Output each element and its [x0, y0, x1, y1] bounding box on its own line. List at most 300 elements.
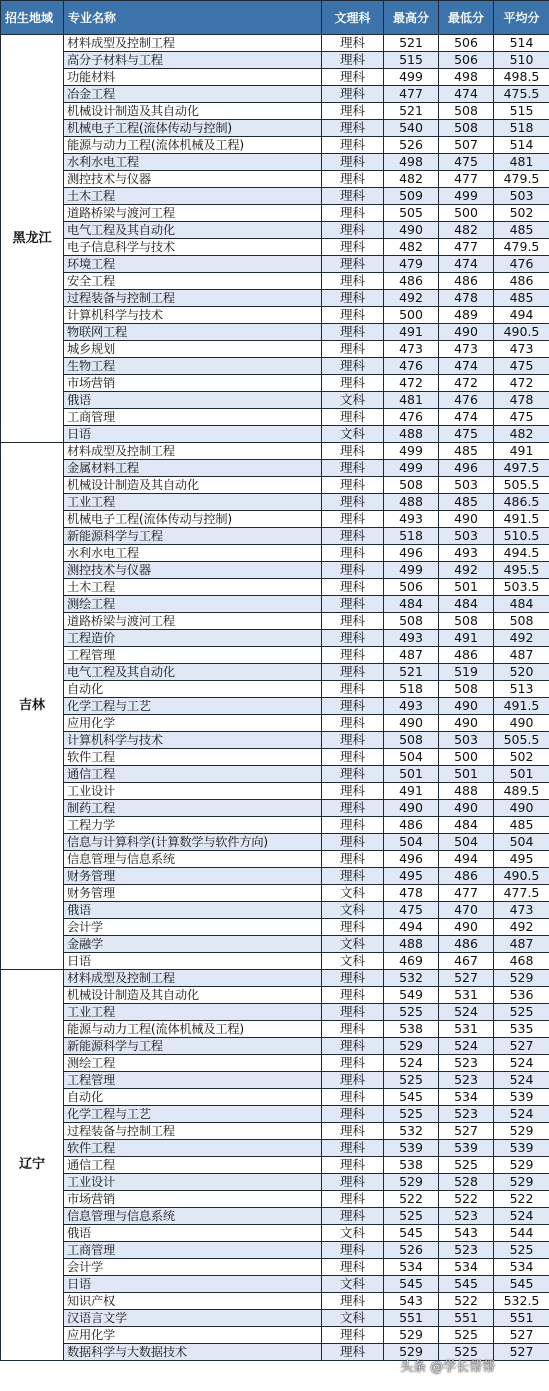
- max-score-cell: 543: [384, 1293, 439, 1310]
- avg-score-cell: 527: [494, 1038, 549, 1055]
- max-score-cell: 499: [384, 69, 439, 86]
- max-score-cell: 539: [384, 1140, 439, 1157]
- min-score-cell: 498: [439, 69, 494, 86]
- table-row: [1, 443, 549, 460]
- max-score-cell: 482: [384, 171, 439, 188]
- table-body: [1, 35, 549, 1361]
- table-row: [1, 545, 549, 562]
- major-name-cell: 电子信息科学与技术: [64, 239, 322, 256]
- avg-score-cell: 514: [494, 35, 549, 52]
- max-score-cell: 525: [384, 1004, 439, 1021]
- max-score-cell: 529: [384, 1327, 439, 1344]
- table-row: [1, 1089, 549, 1106]
- max-score-cell: 526: [384, 137, 439, 154]
- max-score-cell: 538: [384, 1021, 439, 1038]
- category-cell: 理科: [322, 1208, 384, 1225]
- category-cell: 文科: [322, 426, 384, 443]
- table-row: [1, 902, 549, 919]
- avg-score-cell: 490.5: [494, 324, 549, 341]
- max-score-cell: 515: [384, 52, 439, 69]
- max-score-cell: 521: [384, 664, 439, 681]
- avg-score-cell: 529: [494, 1174, 549, 1191]
- min-score-cell: 493: [439, 545, 494, 562]
- major-name-cell: 俄语: [64, 902, 322, 919]
- avg-score-cell: 524: [494, 1106, 549, 1123]
- major-name-cell: 日语: [64, 1276, 322, 1293]
- category-cell: 理科: [322, 52, 384, 69]
- min-score-cell: 485: [439, 443, 494, 460]
- category-cell: 理科: [322, 647, 384, 664]
- max-score-cell: 495: [384, 868, 439, 885]
- avg-score-cell: 513: [494, 681, 549, 698]
- major-name-cell: 会计学: [64, 919, 322, 936]
- major-name-cell: 环境工程: [64, 256, 322, 273]
- category-cell: 理科: [322, 800, 384, 817]
- category-cell: 理科: [322, 1004, 384, 1021]
- min-score-cell: 531: [439, 1021, 494, 1038]
- category-cell: 理科: [322, 273, 384, 290]
- avg-score-cell: 490: [494, 715, 549, 732]
- major-name-cell: 俄语: [64, 1225, 322, 1242]
- major-name-cell: 测绘工程: [64, 1055, 322, 1072]
- max-score-cell: 469: [384, 953, 439, 970]
- major-name-cell: 材料成型及控制工程: [64, 35, 322, 52]
- major-name-cell: 信息管理与信息系统: [64, 1208, 322, 1225]
- min-score-cell: 486: [439, 936, 494, 953]
- avg-score-cell: 510.5: [494, 528, 549, 545]
- category-cell: 理科: [322, 545, 384, 562]
- table-row: [1, 1038, 549, 1055]
- table-row: [1, 188, 549, 205]
- category-cell: 理科: [322, 477, 384, 494]
- major-name-cell: 机械设计制造及其自动化: [64, 987, 322, 1004]
- table-row: [1, 52, 549, 69]
- category-cell: 理科: [322, 103, 384, 120]
- max-score-cell: 532: [384, 1123, 439, 1140]
- max-score-cell: 504: [384, 749, 439, 766]
- min-score-cell: 503: [439, 528, 494, 545]
- category-cell: 理科: [322, 613, 384, 630]
- major-name-cell: 过程装备与控制工程: [64, 290, 322, 307]
- min-score-cell: 523: [439, 1242, 494, 1259]
- major-name-cell: 电气工程及其自动化: [64, 664, 322, 681]
- min-score-cell: 524: [439, 1038, 494, 1055]
- category-cell: 文科: [322, 1225, 384, 1242]
- table-row: [1, 1191, 549, 1208]
- min-score-cell: 506: [439, 52, 494, 69]
- min-score-cell: 503: [439, 477, 494, 494]
- min-score-cell: 519: [439, 664, 494, 681]
- max-score-cell: 508: [384, 477, 439, 494]
- table-row: [1, 426, 549, 443]
- min-score-cell: 486: [439, 868, 494, 885]
- max-score-cell: 493: [384, 698, 439, 715]
- avg-score-cell: 498.5: [494, 69, 549, 86]
- major-name-cell: 自动化: [64, 1089, 322, 1106]
- min-score-cell: 503: [439, 732, 494, 749]
- category-cell: 理科: [322, 188, 384, 205]
- major-name-cell: 日语: [64, 953, 322, 970]
- min-score-cell: 506: [439, 35, 494, 52]
- min-score-cell: 531: [439, 987, 494, 1004]
- avg-score-cell: 491.5: [494, 511, 549, 528]
- category-cell: 理科: [322, 35, 384, 52]
- header-min-score: 最低分: [439, 1, 494, 35]
- major-name-cell: 能源与动力工程(流体机械及工程): [64, 1021, 322, 1038]
- avg-score-cell: 472: [494, 375, 549, 392]
- max-score-cell: 518: [384, 528, 439, 545]
- category-cell: 理科: [322, 324, 384, 341]
- avg-score-cell: 501: [494, 766, 549, 783]
- category-cell: 理科: [322, 817, 384, 834]
- avg-score-cell: 525: [494, 1004, 549, 1021]
- category-cell: 理科: [322, 1157, 384, 1174]
- avg-score-cell: 502: [494, 749, 549, 766]
- min-score-cell: 484: [439, 817, 494, 834]
- max-score-cell: 473: [384, 341, 439, 358]
- category-cell: 理科: [322, 970, 384, 987]
- avg-score-cell: 504: [494, 834, 549, 851]
- max-score-cell: 488: [384, 936, 439, 953]
- max-score-cell: 496: [384, 851, 439, 868]
- table-row: [1, 273, 549, 290]
- major-name-cell: 材料成型及控制工程: [64, 443, 322, 460]
- region-cell: 吉林: [1, 443, 64, 970]
- major-name-cell: 日语: [64, 426, 322, 443]
- major-name-cell: 水利水电工程: [64, 545, 322, 562]
- table-row: [1, 936, 549, 953]
- avg-score-cell: 495: [494, 851, 549, 868]
- major-name-cell: 道路桥梁与渡河工程: [64, 205, 322, 222]
- header-region: 招生地域: [1, 1, 64, 35]
- min-score-cell: 477: [439, 239, 494, 256]
- max-score-cell: 549: [384, 987, 439, 1004]
- table-row: [1, 970, 549, 987]
- category-cell: 理科: [322, 1191, 384, 1208]
- major-name-cell: 计算机科学与技术: [64, 732, 322, 749]
- max-score-cell: 504: [384, 834, 439, 851]
- major-name-cell: 过程装备与控制工程: [64, 1123, 322, 1140]
- table-row: [1, 86, 549, 103]
- major-name-cell: 自动化: [64, 681, 322, 698]
- table-row: [1, 477, 549, 494]
- min-score-cell: 501: [439, 766, 494, 783]
- category-cell: 文科: [322, 1310, 384, 1327]
- major-name-cell: 工业工程: [64, 494, 322, 511]
- avg-score-cell: 490.5: [494, 868, 549, 885]
- max-score-cell: 525: [384, 1106, 439, 1123]
- max-score-cell: 482: [384, 239, 439, 256]
- major-name-cell: 高分子材料与工程: [64, 52, 322, 69]
- table-row: [1, 851, 549, 868]
- avg-score-cell: 477.5: [494, 885, 549, 902]
- table-row: [1, 681, 549, 698]
- table-row: [1, 1021, 549, 1038]
- table-row: [1, 290, 549, 307]
- major-name-cell: 信息与计算科学(计算数学与软件方向): [64, 834, 322, 851]
- avg-score-cell: 473: [494, 902, 549, 919]
- major-name-cell: 工业设计: [64, 783, 322, 800]
- min-score-cell: 477: [439, 171, 494, 188]
- max-score-cell: 538: [384, 1157, 439, 1174]
- avg-score-cell: 484: [494, 596, 549, 613]
- min-score-cell: 496: [439, 460, 494, 477]
- table-row: [1, 375, 549, 392]
- category-cell: 理科: [322, 630, 384, 647]
- category-cell: 理科: [322, 290, 384, 307]
- min-score-cell: 534: [439, 1089, 494, 1106]
- max-score-cell: 493: [384, 630, 439, 647]
- table-row: [1, 137, 549, 154]
- category-cell: 理科: [322, 460, 384, 477]
- avg-score-cell: 486: [494, 273, 549, 290]
- min-score-cell: 475: [439, 154, 494, 171]
- category-cell: 理科: [322, 732, 384, 749]
- max-score-cell: 500: [384, 307, 439, 324]
- category-cell: 理科: [322, 1293, 384, 1310]
- min-score-cell: 523: [439, 1106, 494, 1123]
- major-name-cell: 工业设计: [64, 1174, 322, 1191]
- table-row: [1, 1072, 549, 1089]
- max-score-cell: 499: [384, 443, 439, 460]
- max-score-cell: 479: [384, 256, 439, 273]
- avg-score-cell: 529: [494, 1123, 549, 1140]
- major-name-cell: 会计学: [64, 1259, 322, 1276]
- avg-score-cell: 515: [494, 103, 549, 120]
- min-score-cell: 494: [439, 851, 494, 868]
- major-name-cell: 信息管理与信息系统: [64, 851, 322, 868]
- category-cell: 理科: [322, 1174, 384, 1191]
- category-cell: 理科: [322, 834, 384, 851]
- table-row: [1, 1276, 549, 1293]
- major-name-cell: 市场营销: [64, 375, 322, 392]
- header-category: 文理科: [322, 1, 384, 35]
- min-score-cell: 474: [439, 409, 494, 426]
- category-cell: 理科: [322, 205, 384, 222]
- avg-score-cell: 524: [494, 1072, 549, 1089]
- category-cell: 理科: [322, 1123, 384, 1140]
- avg-score-cell: 485: [494, 290, 549, 307]
- table-row: [1, 511, 549, 528]
- category-cell: 理科: [322, 171, 384, 188]
- table-row: [1, 1123, 549, 1140]
- category-cell: 理科: [322, 1327, 384, 1344]
- max-score-cell: 505: [384, 205, 439, 222]
- category-cell: 理科: [322, 341, 384, 358]
- table-row: [1, 494, 549, 511]
- min-score-cell: 490: [439, 511, 494, 528]
- min-score-cell: 490: [439, 324, 494, 341]
- category-cell: 理科: [322, 715, 384, 732]
- max-score-cell: 491: [384, 783, 439, 800]
- avg-score-cell: 487: [494, 936, 549, 953]
- max-score-cell: 509: [384, 188, 439, 205]
- max-score-cell: 532: [384, 970, 439, 987]
- major-name-cell: 机械电子工程(流体传动与控制): [64, 120, 322, 137]
- min-score-cell: 543: [439, 1225, 494, 1242]
- max-score-cell: 490: [384, 222, 439, 239]
- max-score-cell: 540: [384, 120, 439, 137]
- major-name-cell: 新能源科学与工程: [64, 1038, 322, 1055]
- major-name-cell: 知识产权: [64, 1293, 322, 1310]
- max-score-cell: 506: [384, 579, 439, 596]
- major-name-cell: 安全工程: [64, 273, 322, 290]
- category-cell: 理科: [322, 375, 384, 392]
- table-row: [1, 817, 549, 834]
- table-row: [1, 222, 549, 239]
- table-row: [1, 1055, 549, 1072]
- min-score-cell: 490: [439, 800, 494, 817]
- min-score-cell: 523: [439, 1072, 494, 1089]
- min-score-cell: 490: [439, 698, 494, 715]
- min-score-cell: 522: [439, 1293, 494, 1310]
- header-avg-score: 平均分: [494, 1, 549, 35]
- category-cell: 理科: [322, 749, 384, 766]
- major-name-cell: 工程造价: [64, 630, 322, 647]
- table-row: [1, 239, 549, 256]
- max-score-cell: 498: [384, 154, 439, 171]
- category-cell: 理科: [322, 1072, 384, 1089]
- max-score-cell: 493: [384, 511, 439, 528]
- avg-score-cell: 525: [494, 1242, 549, 1259]
- major-name-cell: 测绘工程: [64, 596, 322, 613]
- min-score-cell: 545: [439, 1276, 494, 1293]
- table-row: [1, 1259, 549, 1276]
- major-name-cell: 电气工程及其自动化: [64, 222, 322, 239]
- avg-score-cell: 539: [494, 1089, 549, 1106]
- category-cell: 理科: [322, 987, 384, 1004]
- avg-score-cell: 503.5: [494, 579, 549, 596]
- avg-score-cell: 534: [494, 1259, 549, 1276]
- table-row: [1, 69, 549, 86]
- max-score-cell: 490: [384, 715, 439, 732]
- avg-score-cell: 478: [494, 392, 549, 409]
- min-score-cell: 474: [439, 86, 494, 103]
- table-row: [1, 120, 549, 137]
- min-score-cell: 524: [439, 1004, 494, 1021]
- max-score-cell: 501: [384, 766, 439, 783]
- table-row: [1, 885, 549, 902]
- major-name-cell: 俄语: [64, 392, 322, 409]
- major-name-cell: 生物工程: [64, 358, 322, 375]
- max-score-cell: 491: [384, 324, 439, 341]
- major-name-cell: 土木工程: [64, 579, 322, 596]
- max-score-cell: 508: [384, 613, 439, 630]
- max-score-cell: 529: [384, 1344, 439, 1361]
- table-row: [1, 341, 549, 358]
- min-score-cell: 523: [439, 1208, 494, 1225]
- category-cell: 理科: [322, 69, 384, 86]
- min-score-cell: 474: [439, 256, 494, 273]
- max-score-cell: 475: [384, 902, 439, 919]
- category-cell: 理科: [322, 596, 384, 613]
- max-score-cell: 534: [384, 1259, 439, 1276]
- category-cell: 理科: [322, 528, 384, 545]
- region-cell: 辽宁: [1, 970, 64, 1361]
- major-name-cell: 通信工程: [64, 1157, 322, 1174]
- table-row: [1, 783, 549, 800]
- major-name-cell: 通信工程: [64, 766, 322, 783]
- category-cell: 文科: [322, 392, 384, 409]
- major-name-cell: 机械设计制造及其自动化: [64, 477, 322, 494]
- major-name-cell: 制药工程: [64, 800, 322, 817]
- avg-score-cell: 494.5: [494, 545, 549, 562]
- table-row: [1, 324, 549, 341]
- major-name-cell: 能源与动力工程(流体机械及工程): [64, 137, 322, 154]
- table-row: [1, 613, 549, 630]
- major-name-cell: 机械设计制造及其自动化: [64, 103, 322, 120]
- category-cell: 理科: [322, 766, 384, 783]
- avg-score-cell: 475.5: [494, 86, 549, 103]
- avg-score-cell: 494: [494, 307, 549, 324]
- major-name-cell: 软件工程: [64, 1140, 322, 1157]
- avg-score-cell: 520: [494, 664, 549, 681]
- min-score-cell: 467: [439, 953, 494, 970]
- avg-score-cell: 536: [494, 987, 549, 1004]
- min-score-cell: 508: [439, 120, 494, 137]
- category-cell: 理科: [322, 511, 384, 528]
- table-row: [1, 647, 549, 664]
- avg-score-cell: 486.5: [494, 494, 549, 511]
- watermark: 头条 @学长帮帮: [400, 1360, 496, 1375]
- max-score-cell: 545: [384, 1225, 439, 1242]
- table-row: [1, 1327, 549, 1344]
- max-score-cell: 521: [384, 103, 439, 120]
- major-name-cell: 物联网工程: [64, 324, 322, 341]
- category-cell: 理科: [322, 664, 384, 681]
- min-score-cell: 486: [439, 273, 494, 290]
- max-score-cell: 472: [384, 375, 439, 392]
- table-row: [1, 154, 549, 171]
- max-score-cell: 525: [384, 1072, 439, 1089]
- avg-score-cell: 539: [494, 1140, 549, 1157]
- table-row: [1, 732, 549, 749]
- category-cell: 理科: [322, 358, 384, 375]
- major-name-cell: 化学工程与工艺: [64, 698, 322, 715]
- min-score-cell: 551: [439, 1310, 494, 1327]
- min-score-cell: 485: [439, 494, 494, 511]
- table-row: [1, 358, 549, 375]
- max-score-cell: 486: [384, 817, 439, 834]
- min-score-cell: 489: [439, 307, 494, 324]
- header-major: 专业名称: [64, 1, 322, 35]
- major-name-cell: 应用化学: [64, 1327, 322, 1344]
- min-score-cell: 522: [439, 1191, 494, 1208]
- max-score-cell: 525: [384, 1208, 439, 1225]
- min-score-cell: 508: [439, 681, 494, 698]
- major-name-cell: 功能材料: [64, 69, 322, 86]
- category-cell: 文科: [322, 936, 384, 953]
- max-score-cell: 496: [384, 545, 439, 562]
- major-name-cell: 水利水电工程: [64, 154, 322, 171]
- table-row: [1, 35, 549, 52]
- min-score-cell: 525: [439, 1344, 494, 1361]
- max-score-cell: 526: [384, 1242, 439, 1259]
- table-row: [1, 1140, 549, 1157]
- min-score-cell: 504: [439, 834, 494, 851]
- min-score-cell: 525: [439, 1327, 494, 1344]
- avg-score-cell: 529: [494, 1157, 549, 1174]
- table-row: [1, 800, 549, 817]
- category-cell: 理科: [322, 239, 384, 256]
- table-row: [1, 1293, 549, 1310]
- table-row: [1, 103, 549, 120]
- avg-score-cell: 491.5: [494, 698, 549, 715]
- category-cell: 理科: [322, 698, 384, 715]
- max-score-cell: 488: [384, 494, 439, 511]
- min-score-cell: 527: [439, 970, 494, 987]
- category-cell: 理科: [322, 1089, 384, 1106]
